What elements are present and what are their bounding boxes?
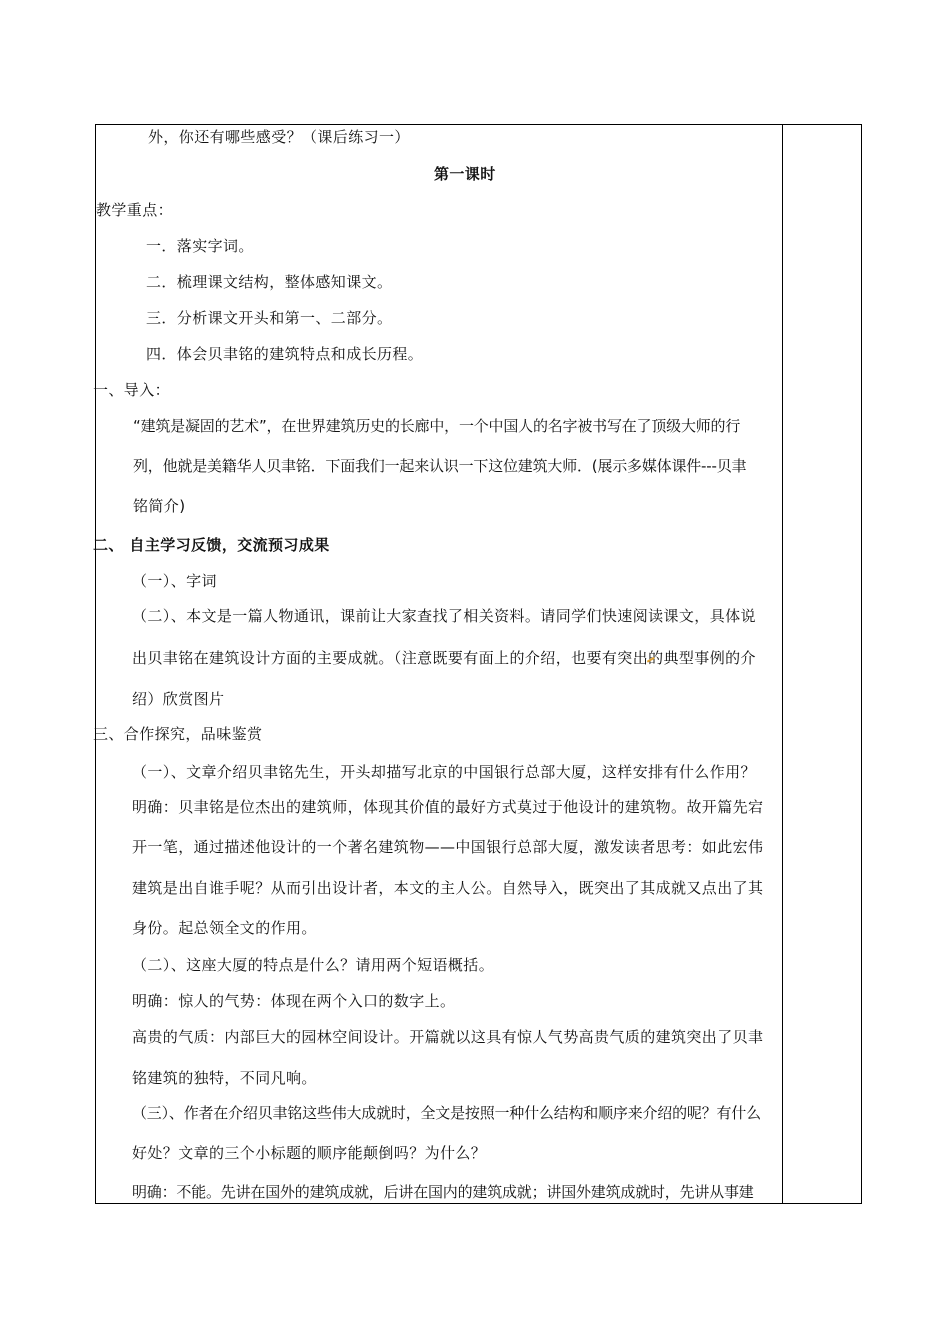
text-line: “建筑是凝固的艺术”，在世界建筑历史的长廊中，一个中国人的名字被书写在了顶级大师的行 (133, 417, 741, 435)
text-line: 明确：贝聿铭是位杰出的建筑师，体现其价值的最好方式莫过于他设计的建筑物。故开篇先宕 (132, 798, 764, 816)
table-column-divider (782, 124, 783, 1204)
list-item: 四．体会贝聿铭的建筑特点和成长历程。 (146, 345, 424, 363)
list-item: 三．分析课文开头和第一、二部分。 (146, 309, 393, 327)
text-line: 绍）欣赏图片 (132, 690, 225, 708)
text-line: 高贵的气质：内部巨大的园林空间设计。开篇就以这具有惊人气势高贵气质的建筑突出了贝聿 (132, 1028, 764, 1046)
section-heading: 三、合作探究，品味鉴赏 (93, 725, 263, 743)
text-line: 身份。起总领全文的作用。 (132, 919, 317, 937)
text-line: 外，你还有哪些感受？（课后练习一） (148, 128, 410, 146)
list-item: 二．梳理课文结构，整体感知课文。 (146, 273, 393, 291)
text-line: （一）、文章介绍贝聿铭先生，开头却描写北京的中国银行总部大厦，这样安排有什么作用？ (132, 763, 756, 781)
text-line: 建筑是出自谁手呢？从而引出设计者，本文的主人公。自然导入，既突出了其成就又点出了其 (132, 879, 764, 897)
text-line: 出贝聿铭在建筑设计方面的主要成就。（注意既要有面上的介绍，也要有突出的典型事例的介 (132, 649, 756, 667)
text-line: 明确：惊人的气势：体现在两个入口的数字上。 (132, 992, 456, 1010)
text-line: 铭简介) (133, 497, 186, 515)
list-item: 一．落实字词。 (146, 237, 254, 255)
section-heading: 第一课时 (434, 165, 496, 183)
text-line: （一）、字词 (132, 572, 217, 590)
text-line: 明确：不能。先讲在国外的建筑成就，后讲在国内的建筑成就；讲国外建筑成就时，先讲从事建 (132, 1183, 754, 1201)
text-line: 铭建筑的独特，不同凡响。 (132, 1069, 317, 1087)
text-line: 好处？文章的三个小标题的顺序能颠倒吗？为什么？ (132, 1144, 487, 1162)
section-heading: 一、导入： (93, 381, 171, 399)
text-line: （三）、作者在介绍贝聿铭这些伟大成就时，全文是按照一种什么结构和顺序来介绍的呢？有什么 (132, 1104, 761, 1122)
text-line: （二）、这座大厦的特点是什么？请用两个短语概括。 (132, 956, 495, 974)
text-line: 教学重点： (96, 201, 174, 219)
text-line: 开一笔，通过描述他设计的一个著名建筑物——中国银行总部大厦，激发读者思考：如此宏伟 (132, 838, 764, 856)
text-line: 列，他就是美籍华人贝聿铭．下面我们一起来认识一下这位建筑大师．(展示多媒体课件---贝聿 (133, 457, 747, 475)
section-heading: 二、 自主学习反馈，交流预习成果 (93, 536, 330, 554)
text-line: （二）、本文是一篇人物通讯，课前让大家查找了相关资料。请同学们快速阅读课文，具体说 (132, 607, 756, 625)
